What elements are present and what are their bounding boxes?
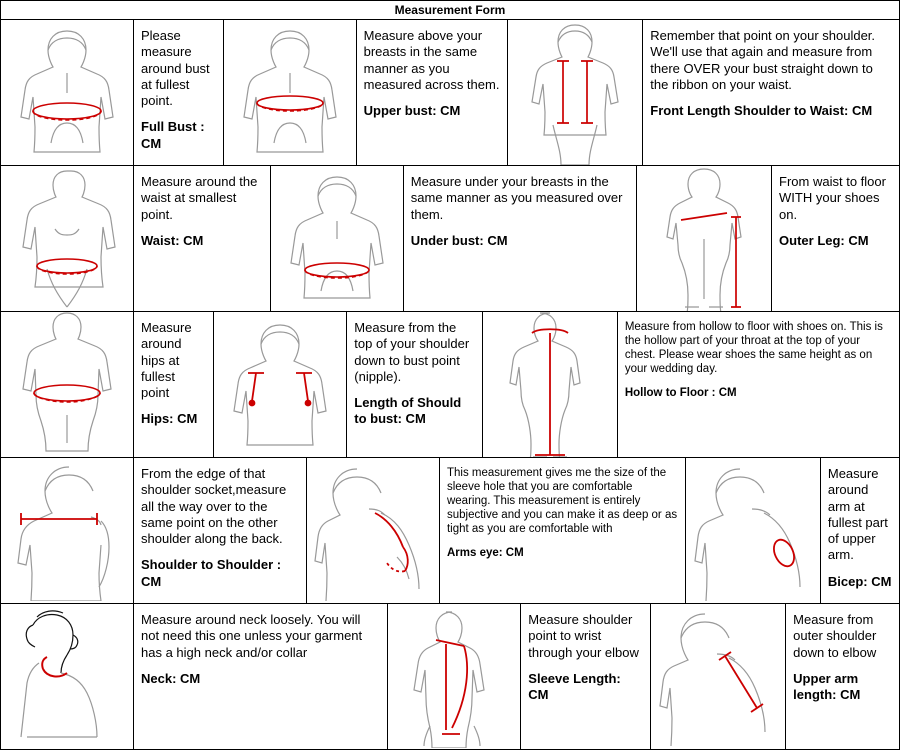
description-upper-arm-length [786,604,899,749]
description-text: Remember that point on your shoulder. We'll use that again and measure from there OVER your bust straight down to the ribbon on your waist. [650,28,876,92]
description-text: This measurement gives me the size of the sleeve hole that you are comfortable wearing. This measurement is entirely subjective and you can make it as deep or as tight as you are comfortable with [446,467,678,536]
figure-upper-bust [224,20,357,165]
figure-full-bust [1,20,134,165]
description-text: Measure above your breasts in the same manner as you measured across them. [363,28,500,92]
measurement-label: Hollow to Floor : CM [624,387,737,400]
figure-shoulder-to-bust [214,312,347,457]
measurement-label: Hips: CM [141,411,198,427]
table-row [1,458,899,604]
description-neck [134,604,388,749]
description-hollow-to-floor [618,312,899,457]
measurement-label: Upper arm length: CM [793,670,861,702]
description-under-bust [404,166,637,311]
figure-shoulder-to-shoulder [1,458,134,603]
description-bicep [821,458,899,603]
description-sleeve-length [521,604,651,749]
description-text: Measure around hips at fullest point [141,320,192,400]
description-front-length-shoulder-to-waist [643,20,899,165]
description-text: Measure around neck loosely. You will not need this one unless your garment has a high neck and/or collar [141,612,363,660]
description-arms-eye [440,458,686,603]
figure-bicep [686,458,821,603]
measurement-label: Outer Leg: CM [779,232,869,248]
description-text: Measure around arm at fullest part of upper arm. [827,466,888,563]
description-text: Measure from outer shoulder down to elbow [793,612,877,660]
description-text: Measure shoulder point to wrist through your elbow [528,612,639,660]
measurement-label: Full Bust : CM [141,119,205,151]
measurement-label: Length of Should to bust: CM [354,395,462,427]
figure-front-length-shoulder-to-waist [508,20,643,165]
figure-arms-eye [307,458,440,603]
measurement-label: Sleeve Length: CM [528,670,621,702]
table-row [1,312,899,458]
description-text: Please measure around bust at fullest point. [141,28,210,108]
description-full-bust [134,20,224,165]
figure-hips [1,312,134,457]
description-text: Measure from hollow to floor with shoes on. This is the hollow part of your throat at the top of your chest. Please wear shoes the same height as on your wedding day. [624,321,883,376]
description-text: From the edge of that shoulder socket,measure all the way over to the same point on the other shoulder along the back. [141,466,287,546]
table-row [1,166,899,312]
measurement-label: Under bust: CM [410,232,508,248]
figure-upper-arm-length [651,604,786,749]
description-text: From waist to floor WITH your shoes on. [779,174,886,222]
figure-neck [1,604,134,749]
measurement-label: Shoulder to Shoulder : CM [141,557,282,589]
figure-sleeve-length [388,604,521,749]
figure-waist [1,166,134,311]
description-upper-bust [357,20,509,165]
figure-outer-leg [637,166,772,311]
measurement-label: Front Length Shoulder to Waist: CM [650,103,873,118]
figure-hollow-to-floor [483,312,618,457]
description-shoulder-to-shoulder [134,458,307,603]
measurement-label: Bicep: CM [827,573,892,589]
table-row [1,604,899,749]
page-title: Measurement Form [1,1,899,20]
description-text: Measure under your breasts in the same manner as you measured over them. [410,174,623,222]
description-text: Measure from the top of your shoulder down to bust point (nipple). [354,320,470,384]
description-text: Measure around the waist at smallest point. [141,174,258,222]
description-waist [134,166,271,311]
measurement-grid [1,20,899,749]
measurement-label: Arms eye: CM [446,547,524,560]
figure-under-bust [271,166,404,311]
description-outer-leg [772,166,899,311]
description-hips [134,312,214,457]
measurement-label: Neck: CM [141,670,201,686]
measurement-label: Upper bust: CM [363,103,461,118]
description-shoulder-to-bust [347,312,483,457]
table-row [1,20,899,166]
measurement-label: Waist: CM [141,232,204,248]
